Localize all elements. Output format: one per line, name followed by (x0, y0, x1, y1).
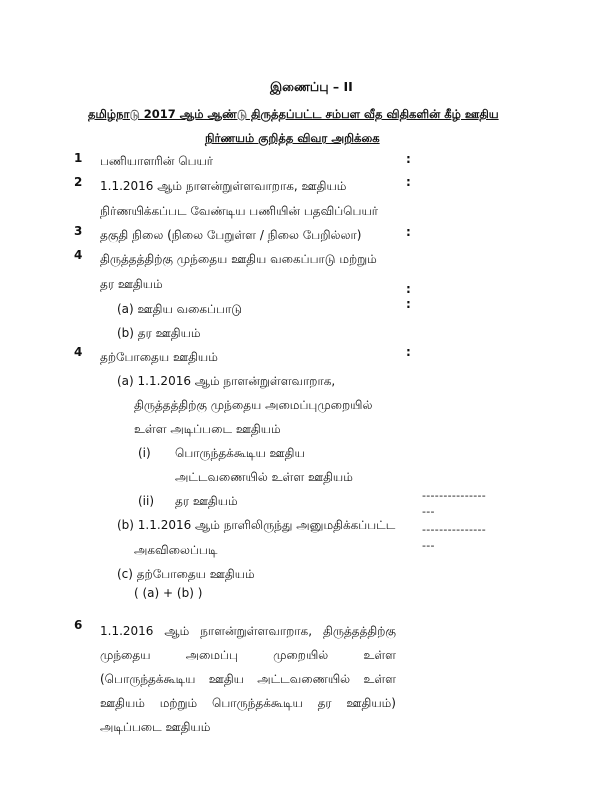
existing-emoluments-formula: ( (a) + (b) ) (134, 586, 203, 600)
sub-item-ii-label: (ii) (138, 494, 155, 508)
annexure-title: இணைப்பு – II (270, 79, 353, 94)
existing-emoluments-line1: (c) தற்போதைய ஊதியம் (117, 567, 255, 581)
grade-pay-label: (b) தர ஊதியம் (117, 326, 201, 340)
item-number-4: 4 (74, 248, 83, 262)
statement-title-line1: தமிழ்நாடு 2017 ஆம் ஆண்டு திருத்தப்பட்ட சம்பள வீத விதிகளின் கீழ் ஊதிய (88, 107, 499, 121)
blank-line-1-tail: --- (422, 505, 435, 518)
item-number-2: 2 (74, 175, 83, 189)
item-number-6: 6 (74, 618, 83, 632)
pay-in-pay-band-line2: அட்டவணையில் உள்ள ஊதியம் (175, 470, 353, 484)
basic-pay-6-line1: 1.1.2016 ஆம் நாளன்றுள்ளவாறாக, திருத்தத்திற்கு (100, 624, 396, 638)
basic-pay-6-line2: முந்தைய அமைப்பு முறையில் உள்ள (100, 648, 396, 662)
colon-5: : (406, 345, 411, 359)
dearness-allowance-line2: அகவிலைப்படி (134, 543, 218, 557)
colon-4b: : (406, 297, 411, 311)
basic-pay-a-line1: (a) 1.1.2016 ஆம் நாளன்றுள்ளவாறாக, (117, 374, 336, 388)
blank-line-2: --------------- (422, 523, 487, 536)
pay-in-pay-band-line1: பொருந்தக்கூடிய ஊதிய (175, 446, 305, 460)
current-pay-label: தற்போதைய ஊதியம் (100, 350, 218, 364)
colon-4a: : (406, 282, 411, 296)
pre-revised-pay-label-line2: தர ஊதியம் (100, 277, 163, 291)
designation-label-line1: 1.1.2016 ஆம் நாளன்றுள்ளவாறாக, ஊதியம் (100, 179, 347, 193)
designation-label-line2: நிர்ணயிக்கப்பட வேண்டிய பணியின் பதவிப்பெயர் (100, 204, 378, 218)
colon-1: : (406, 152, 411, 166)
basic-pay-a-line2: திருத்தத்திற்கு முந்தைய அமைப்புமுறையில் (134, 398, 373, 412)
blank-line-1: --------------- (422, 489, 487, 502)
basic-pay-a-line3: உள்ள அடிப்படை ஊதியம் (134, 422, 281, 436)
sub-item-i-label: (i) (138, 446, 151, 460)
dearness-allowance-line1: (b) 1.1.2016 ஆம் நாளிலிருந்து அனுமதிக்கப்பட்ட (117, 518, 396, 532)
item-number-1: 1 (74, 151, 83, 165)
colon-2: : (406, 175, 411, 189)
blank-line-2-tail: --- (422, 539, 435, 552)
statement-title-line2: நிர்ணயம் குறித்த விவர அறிக்கை (205, 131, 380, 145)
basic-pay-6-line4: ஊதியம் மற்றும் பொருந்தக்கூடிய தர ஊதியம்) (100, 696, 396, 710)
basic-pay-6-line5: அடிப்படை ஊதியம் (100, 720, 211, 734)
item-number-4-current: 4 (74, 345, 83, 359)
pay-band-label: (a) ஊதிய வகைப்பாடு (117, 302, 242, 316)
employee-name-label: பணியாளரின் பெயர் (100, 154, 214, 168)
pre-revised-pay-label-line1: திருத்தத்திற்கு முந்தைய ஊதிய வகைப்பாடு மற்றும் (100, 252, 377, 266)
colon-3: : (406, 225, 411, 239)
basic-pay-6-line3: (பொருந்தக்கூடிய ஊதிய அட்டவணையில் உள்ள (100, 672, 396, 686)
item-number-3: 3 (74, 224, 83, 238)
status-label: தகுதி நிலை (நிலை பேறுள்ள / நிலை பேறில்லா) (100, 228, 362, 242)
grade-pay-ii: தர ஊதியம் (175, 494, 238, 508)
